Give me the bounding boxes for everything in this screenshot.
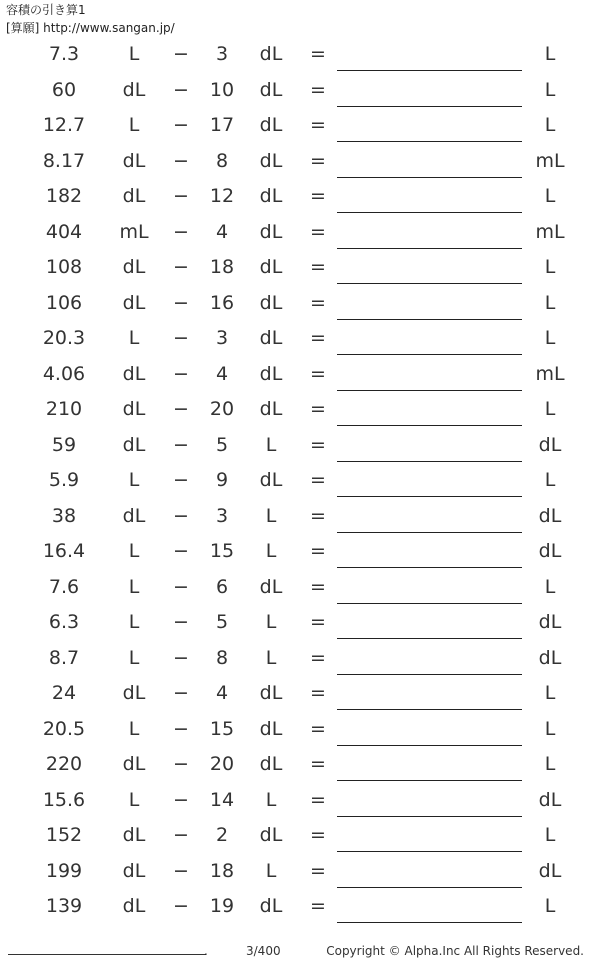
answer-unit: mL — [535, 220, 565, 243]
equals-sign: = — [310, 682, 326, 704]
subtrahend-unit: dL — [259, 398, 283, 420]
minus-sign: − — [173, 43, 189, 65]
equals-sign: = — [310, 362, 326, 385]
minus-sign: − — [173, 788, 189, 811]
problem-row — [0, 108, 600, 144]
subtrahend-unit: dL — [259, 185, 283, 207]
subtrahend-unit: L — [265, 859, 277, 882]
answer-blank[interactable] — [337, 745, 522, 746]
answer-unit: L — [544, 256, 556, 278]
answer-blank[interactable] — [337, 425, 522, 426]
answer-blank[interactable] — [337, 851, 522, 852]
answer-blank[interactable] — [337, 390, 522, 391]
answer-blank[interactable] — [337, 709, 522, 710]
problem-row — [0, 676, 600, 712]
minuend-unit: L — [128, 469, 140, 491]
answer-unit: dL — [538, 859, 562, 882]
answer-blank[interactable] — [337, 638, 522, 639]
subtrahend: 19 — [209, 895, 235, 917]
minus-sign: − — [173, 682, 189, 704]
minuend: 4.06 — [42, 362, 86, 385]
subtrahend-unit: dL — [259, 469, 283, 491]
subtrahend-unit: dL — [259, 291, 283, 314]
answer-blank[interactable] — [337, 70, 522, 71]
problem-row — [0, 286, 600, 322]
minuend-unit: dL — [122, 398, 146, 420]
site-url: [算願] http://www.sangan.jp/ — [6, 21, 175, 35]
worksheet-title: 容積の引き算1 — [6, 3, 86, 17]
subtrahend-unit: dL — [259, 149, 283, 172]
minuend: 7.3 — [48, 43, 80, 65]
subtrahend: 20 — [209, 753, 235, 775]
subtrahend: 5 — [215, 433, 229, 456]
answer-unit: dL — [538, 433, 562, 456]
problem-row — [0, 215, 600, 251]
minus-sign: − — [173, 398, 189, 420]
subtrahend: 8 — [215, 646, 229, 669]
minus-sign: − — [173, 362, 189, 385]
problem-row — [0, 37, 600, 73]
answer-unit: L — [544, 682, 556, 704]
minus-sign: − — [173, 753, 189, 775]
answer-unit: L — [544, 824, 556, 846]
problem-row — [0, 818, 600, 854]
minuend-unit: dL — [122, 362, 146, 385]
minuend: 182 — [45, 185, 83, 207]
minus-sign: − — [173, 859, 189, 882]
answer-unit: L — [544, 753, 556, 775]
minuend-unit: L — [128, 114, 140, 136]
name-line — [8, 954, 206, 955]
minuend-unit: dL — [122, 682, 146, 704]
answer-blank[interactable] — [337, 922, 522, 923]
subtrahend: 5 — [215, 611, 229, 633]
minuend: 6.3 — [48, 611, 80, 633]
equals-sign: = — [310, 114, 326, 136]
subtrahend-unit: L — [265, 646, 277, 669]
answer-blank[interactable] — [337, 780, 522, 781]
equals-sign: = — [310, 504, 326, 527]
minuend: 220 — [45, 753, 83, 775]
problem-list — [0, 37, 600, 925]
answer-unit: dL — [538, 611, 562, 633]
equals-sign: = — [310, 611, 326, 633]
subtrahend-unit: dL — [259, 824, 283, 846]
problem-row — [0, 321, 600, 357]
subtrahend-unit: dL — [259, 682, 283, 704]
minuend: 20.5 — [42, 717, 86, 740]
minus-sign: − — [173, 327, 189, 349]
problem-row — [0, 357, 600, 393]
subtrahend: 15 — [209, 540, 235, 562]
minuend-unit: dL — [122, 895, 146, 917]
problem-row — [0, 499, 600, 535]
minuend-unit: L — [128, 327, 140, 349]
minuend-unit: dL — [122, 859, 146, 882]
minuend-unit: dL — [122, 504, 146, 527]
minuend-unit: L — [128, 611, 140, 633]
answer-unit: L — [544, 469, 556, 491]
minuend: 24 — [51, 682, 77, 704]
answer-blank[interactable] — [337, 674, 522, 675]
answer-blank[interactable] — [337, 106, 522, 107]
minuend: 16.4 — [42, 540, 86, 562]
minus-sign: − — [173, 433, 189, 456]
subtrahend-unit: dL — [259, 895, 283, 917]
minuend: 8.17 — [42, 149, 86, 172]
minuend: 404 — [45, 220, 83, 243]
equals-sign: = — [310, 149, 326, 172]
minus-sign: − — [173, 185, 189, 207]
equals-sign: = — [310, 291, 326, 314]
answer-unit: L — [544, 114, 556, 136]
minus-sign: − — [173, 256, 189, 278]
problem-row — [0, 712, 600, 748]
subtrahend: 15 — [209, 717, 235, 740]
equals-sign: = — [310, 256, 326, 278]
minuend: 108 — [45, 256, 83, 278]
problem-row — [0, 570, 600, 606]
problem-row — [0, 534, 600, 570]
subtrahend-unit: L — [265, 540, 277, 562]
answer-unit: L — [544, 185, 556, 207]
minuend: 15.6 — [42, 788, 86, 811]
problem-row — [0, 889, 600, 925]
minuend-unit: L — [128, 43, 140, 65]
minuend-unit: dL — [122, 78, 146, 101]
equals-sign: = — [310, 220, 326, 243]
minuend-unit: dL — [122, 824, 146, 846]
answer-blank[interactable] — [337, 567, 522, 568]
minuend-unit: L — [128, 575, 140, 598]
answer-unit: L — [544, 398, 556, 420]
subtrahend: 12 — [209, 185, 235, 207]
subtrahend: 3 — [215, 504, 229, 527]
problem-row — [0, 73, 600, 109]
minuend: 8.7 — [48, 646, 80, 669]
subtrahend-unit: dL — [259, 43, 283, 65]
minuend-unit: L — [128, 788, 140, 811]
problem-row — [0, 250, 600, 286]
answer-blank[interactable] — [337, 461, 522, 462]
subtrahend: 3 — [215, 43, 229, 65]
answer-unit: mL — [535, 362, 565, 385]
answer-unit: L — [544, 78, 556, 101]
answer-unit: dL — [538, 788, 562, 811]
problem-row — [0, 854, 600, 890]
subtrahend-unit: dL — [259, 753, 283, 775]
subtrahend: 6 — [215, 575, 229, 598]
subtrahend: 4 — [215, 362, 229, 385]
minuend: 20.3 — [42, 327, 86, 349]
minus-sign: − — [173, 291, 189, 314]
subtrahend: 10 — [209, 78, 235, 101]
minus-sign: − — [173, 824, 189, 846]
equals-sign: = — [310, 327, 326, 349]
answer-blank[interactable] — [337, 177, 522, 178]
answer-blank[interactable] — [337, 887, 522, 888]
subtrahend: 4 — [215, 682, 229, 704]
answer-unit: L — [544, 575, 556, 598]
subtrahend-unit: L — [265, 504, 277, 527]
subtrahend-unit: dL — [259, 256, 283, 278]
minus-sign: − — [173, 717, 189, 740]
answer-blank[interactable] — [337, 816, 522, 817]
problem-row — [0, 392, 600, 428]
equals-sign: = — [310, 78, 326, 101]
subtrahend-unit: dL — [259, 114, 283, 136]
minuend-unit: L — [128, 717, 140, 740]
subtrahend-unit: dL — [259, 327, 283, 349]
subtrahend-unit: dL — [259, 362, 283, 385]
problem-row — [0, 179, 600, 215]
minuend-unit: dL — [122, 256, 146, 278]
answer-unit: L — [544, 43, 556, 65]
subtrahend: 4 — [215, 220, 229, 243]
answer-blank[interactable] — [337, 603, 522, 604]
equals-sign: = — [310, 859, 326, 882]
copyright: Copyright © Alpha.Inc All Rights Reserved. — [326, 944, 584, 958]
answer-blank[interactable] — [337, 248, 522, 249]
minus-sign: − — [173, 611, 189, 633]
minuend: 152 — [45, 824, 83, 846]
equals-sign: = — [310, 433, 326, 456]
minus-sign: − — [173, 469, 189, 491]
minuend: 59 — [51, 433, 77, 456]
minus-sign: − — [173, 895, 189, 917]
answer-unit: L — [544, 895, 556, 917]
minus-sign: − — [173, 540, 189, 562]
subtrahend-unit: dL — [259, 575, 283, 598]
minuend-unit: L — [128, 646, 140, 669]
subtrahend-unit: L — [265, 433, 277, 456]
problem-row — [0, 605, 600, 641]
problem-row — [0, 463, 600, 499]
minus-sign: − — [173, 575, 189, 598]
equals-sign: = — [310, 646, 326, 669]
minuend-unit: L — [128, 540, 140, 562]
minuend: 106 — [45, 291, 83, 314]
answer-blank[interactable] — [337, 319, 522, 320]
answer-blank[interactable] — [337, 532, 522, 533]
minus-sign: − — [173, 220, 189, 243]
minuend: 12.7 — [42, 114, 86, 136]
minuend: 60 — [51, 78, 77, 101]
subtrahend-unit: dL — [259, 220, 283, 243]
answer-unit: dL — [538, 540, 562, 562]
minuend-unit: dL — [122, 149, 146, 172]
minus-sign: − — [173, 149, 189, 172]
subtrahend: 14 — [209, 788, 235, 811]
minuend: 7.6 — [48, 575, 80, 598]
minus-sign: − — [173, 78, 189, 101]
problem-row — [0, 144, 600, 180]
subtrahend: 9 — [215, 469, 229, 491]
problem-row — [0, 783, 600, 819]
problem-row — [0, 641, 600, 677]
equals-sign: = — [310, 469, 326, 491]
minus-sign: − — [173, 114, 189, 136]
answer-unit: L — [544, 717, 556, 740]
subtrahend: 18 — [209, 859, 235, 882]
minuend: 210 — [45, 398, 83, 420]
subtrahend: 16 — [209, 291, 235, 314]
equals-sign: = — [310, 753, 326, 775]
equals-sign: = — [310, 398, 326, 420]
answer-unit: mL — [535, 149, 565, 172]
subtrahend: 20 — [209, 398, 235, 420]
subtrahend: 3 — [215, 327, 229, 349]
answer-blank[interactable] — [337, 496, 522, 497]
equals-sign: = — [310, 540, 326, 562]
equals-sign: = — [310, 824, 326, 846]
answer-blank[interactable] — [337, 141, 522, 142]
minuend-unit: dL — [122, 753, 146, 775]
equals-sign: = — [310, 575, 326, 598]
minuend-unit: dL — [122, 291, 146, 314]
minuend-unit: dL — [122, 433, 146, 456]
minuend-unit: dL — [122, 185, 146, 207]
subtrahend-unit: L — [265, 788, 277, 811]
equals-sign: = — [310, 895, 326, 917]
minuend: 5.9 — [48, 469, 80, 491]
problem-row — [0, 428, 600, 464]
name-line-dot: . — [204, 944, 208, 958]
answer-blank[interactable] — [337, 283, 522, 284]
answer-unit: dL — [538, 504, 562, 527]
answer-blank[interactable] — [337, 212, 522, 213]
minus-sign: − — [173, 646, 189, 669]
equals-sign: = — [310, 185, 326, 207]
minuend: 38 — [51, 504, 77, 527]
subtrahend-unit: dL — [259, 78, 283, 101]
answer-unit: dL — [538, 646, 562, 669]
subtrahend-unit: dL — [259, 717, 283, 740]
problem-row — [0, 747, 600, 783]
equals-sign: = — [310, 43, 326, 65]
answer-unit: L — [544, 327, 556, 349]
subtrahend: 2 — [215, 824, 229, 846]
answer-unit: L — [544, 291, 556, 314]
equals-sign: = — [310, 717, 326, 740]
equals-sign: = — [310, 788, 326, 811]
subtrahend-unit: L — [265, 611, 277, 633]
minuend-unit: mL — [119, 220, 149, 243]
answer-blank[interactable] — [337, 354, 522, 355]
minuend: 139 — [45, 895, 83, 917]
subtrahend: 8 — [215, 149, 229, 172]
subtrahend: 18 — [209, 256, 235, 278]
subtrahend: 17 — [209, 114, 235, 136]
minus-sign: − — [173, 504, 189, 527]
page-number: 3/400 — [246, 944, 281, 958]
minuend: 199 — [45, 859, 83, 882]
